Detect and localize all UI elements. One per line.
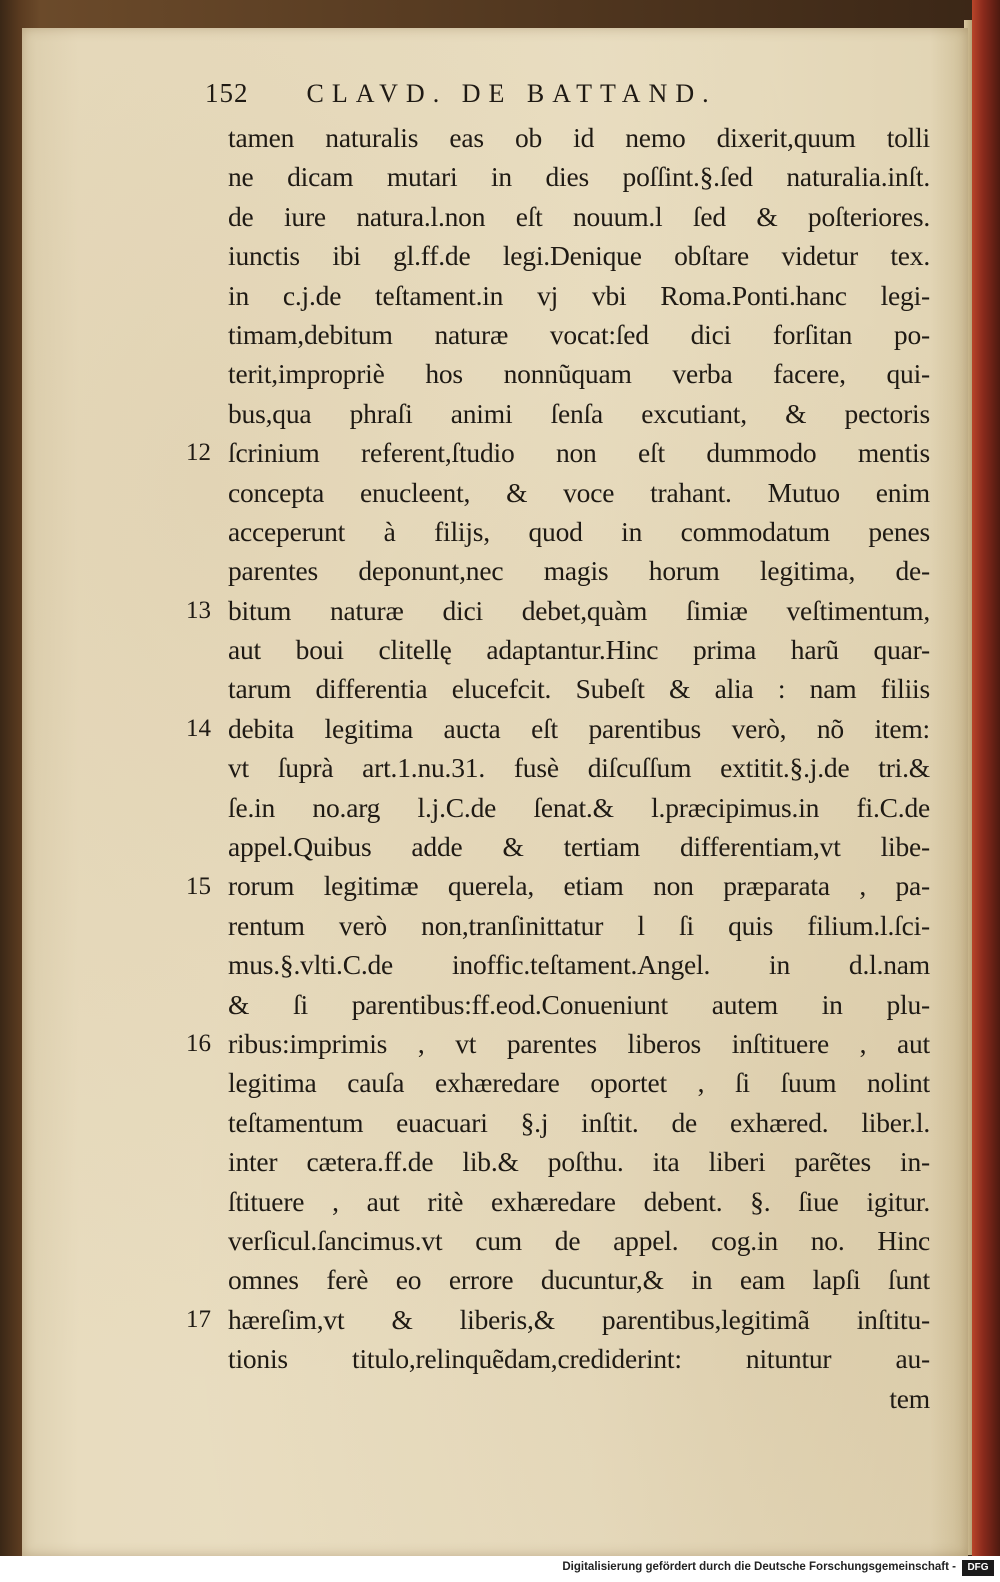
text-line: terit,impropriè hos nonnũquam verba facere, qui- bbox=[228, 358, 930, 390]
text-line: aut boui clitellę adaptantur.Hinc prima harũ quar- bbox=[228, 634, 930, 666]
margin-number: 12 bbox=[186, 439, 211, 467]
book-spine bbox=[972, 0, 1000, 1582]
text-line: concepta enucleent, & voce trahant. Mutuo enim bbox=[228, 476, 930, 508]
text-line: timam,debitum naturæ vocat:ſed dici forſitan po- bbox=[228, 318, 930, 350]
text-line: de iure natura.l.non eſt nouum.l ſed & poſteriores. bbox=[228, 200, 930, 232]
page-number: 152 bbox=[205, 78, 249, 108]
margin-number: 14 bbox=[186, 715, 211, 742]
footer-bar bbox=[0, 1556, 1000, 1582]
text-line: acceperunt à filijs, quod in commodatum penes bbox=[228, 515, 930, 547]
text-line: rentum verò non,tranſinittatur l ſi quis filium.l.ſci- bbox=[228, 909, 930, 941]
text-line: iunctis ibi gl.ff.de legi.Denique obſtare videtur tex. bbox=[228, 240, 930, 272]
dfg-logo: DFG bbox=[962, 1560, 994, 1576]
text-line: tamen naturalis eas ob id nemo dixerit,quum tolli bbox=[228, 122, 930, 153]
margin-number: 13 bbox=[186, 596, 211, 624]
margin-number: 16 bbox=[186, 1030, 211, 1058]
text-line: ſcrinium referent,ſtudio non eſt dummodo mentis bbox=[228, 437, 930, 469]
text-line: appel.Quibus adde & tertiam differentiam,vt libe- bbox=[228, 831, 930, 863]
body-text bbox=[228, 118, 930, 1418]
digitization-credit: Digitalisierung gefördert durch die Deutsche Forschungsgemeinschaft - bbox=[562, 1561, 956, 1573]
text-line: hæreſim,vt & liberis,& parentibus,legitimã inſtitu- bbox=[228, 1303, 930, 1335]
text-line: tionis titulo,relinquẽdam,crediderint: nituntur au- bbox=[228, 1343, 930, 1375]
running-head: CLAVD. DE BATTAND. bbox=[306, 79, 717, 108]
text-line: omnes ferè eo errore ducuntur,& in eam lapſi ſunt bbox=[228, 1264, 930, 1296]
text-line: verſicul.ſancimus.vt cum de appel. cog.in no. Hinc bbox=[228, 1224, 930, 1256]
text-line: ſtituere , aut ritè exhæredare debent. §. ſiue igitur. bbox=[228, 1185, 930, 1217]
text-line: legitima cauſa exhæredare oportet , ſi ſuum nolint bbox=[228, 1067, 930, 1099]
margin-number: 15 bbox=[186, 872, 211, 900]
text-line: debita legitima aucta eſt parentibus verò, nõ item: bbox=[228, 712, 930, 744]
text-line: teſtamentum euacuari §.j inſtit. de exhæred. liber.l. bbox=[228, 1106, 930, 1138]
text-line: ribus:imprimis , vt parentes liberos inſtituere , aut bbox=[228, 1027, 930, 1059]
text-line: parentes deponunt,nec magis horum legitima, de- bbox=[228, 555, 930, 587]
text-line: & ſi parentibus:ff.eod.Conueniunt autem in plu- bbox=[228, 988, 930, 1020]
text-line: bus,qua phraſi animi ſenſa excutiant, & pectoris bbox=[228, 397, 930, 429]
text-line: tem bbox=[889, 1382, 930, 1414]
text-line: bitum naturæ dici debet,quàm ſimiæ veſtimentum, bbox=[228, 594, 930, 626]
text-line: mus.§.vlti.C.de inoffic.teſtament.Angel. in d.l.nam bbox=[228, 949, 930, 981]
text-line: tarum differentia elucefcit. Subeſt & alia : nam filiis bbox=[228, 673, 930, 705]
text-line: inter cætera.ff.de lib.& poſthu. ita liberi parẽtes in- bbox=[228, 1146, 930, 1178]
page-header bbox=[205, 78, 805, 108]
text-line: ſe.in no.arg l.j.C.de ſenat.& l.præcipimus.in fi.C.de bbox=[228, 791, 930, 823]
text-line: ne dicam mutari in dies poſſint.§.ſed naturalia.inſt. bbox=[228, 161, 930, 193]
text-line: in c.j.de teſtament.in vj vbi Roma.Ponti.hanc legi- bbox=[228, 279, 930, 311]
text-line: vt ſuprà art.1.nu.31. fusè diſcuſſum extitit.§.j.de tri.& bbox=[228, 752, 930, 784]
text-line: rorum legitimæ querela, etiam non præparata , pa- bbox=[228, 870, 930, 902]
margin-number: 17 bbox=[186, 1306, 211, 1333]
